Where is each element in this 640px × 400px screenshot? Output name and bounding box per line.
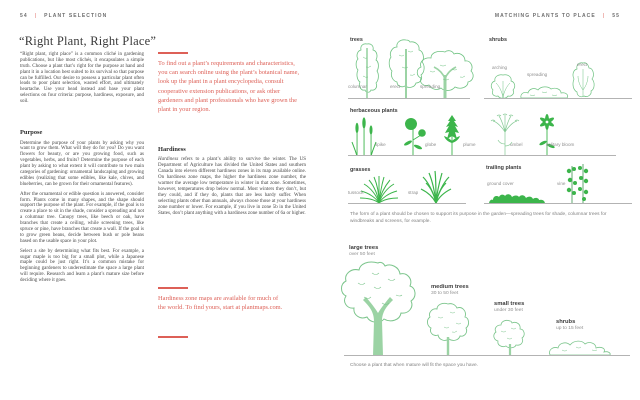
purpose-paragraph-2: After the ornamental or edible question is answered, consider form. Plants come in many shapes, and the shape should support the purpose of the plant. For example, if the goal is to create a place to sit in the shade, consider a spreading and not a columnar tree. Canopy trees, like beech or oak, have branches that create a ceiling, while screening trees, like spruce or pine, have branches that create a wall. If the goal is to grow green beans, decide between bush or pole beans based on the usable space in your plot.: [20, 191, 144, 244]
callout-rule-bottom: [158, 336, 188, 338]
large-trees-title: large trees: [349, 245, 379, 251]
purpose-paragraph-1: Determine the purpose of your plants by asking why you want to grow them. What will they do for you? Do you want flowers for beauty, or are you growing food, such as vegetables, herbs, and fruits? Determine the purpose of each plant by asking to what extent it will contribute to two main categories of gardening: ornamental landscaping and growing edibles (realizing that some edibles, like kale, chives, and blueberries, can be grown for their ornamental features).: [20, 140, 144, 187]
medium-trees-range: 30 to 50 feet: [431, 291, 459, 296]
spreading-shrub-illustration: [518, 84, 570, 104]
strap-label: strap: [408, 190, 419, 195]
folio-divider: |: [34, 13, 38, 19]
shrubs-ground-line: [484, 98, 632, 99]
shrubs-size-labels: [556, 319, 583, 331]
trees-ground-line: [348, 98, 470, 99]
shrub-spreading-label: spreading: [527, 72, 548, 77]
umbel-label: umbel: [510, 142, 523, 147]
herbaceous-group-title: herbaceous plants: [350, 108, 398, 114]
folio-left: [20, 13, 107, 19]
shrubs-size-range: up to 15 feet: [556, 326, 584, 331]
medium-trees-title: medium trees: [431, 284, 469, 290]
grasses-group-title: grasses: [350, 167, 371, 173]
forms-caption: The form of a plant should be chosen to support its purpose in the garden—spreading trees for shade, columnar trees for windbreaks and screens, for example.: [350, 212, 607, 224]
ground-cover-illustration: [487, 191, 547, 209]
medium-trees-labels: [431, 284, 469, 296]
callout-rule-top: [158, 52, 188, 54]
columnar-tree-illustration: [354, 41, 380, 104]
spike-label: spike: [375, 142, 386, 147]
page-number-right: 55: [612, 13, 620, 19]
purpose-paragraph-3: Select a site by determining what fits best. For example, a sugar maple is too big for a small plot, while a Japanese maple could be just right. It’s a common mistake for beginning gardeners to underestimate the space a large plant will require. Research and learn a plant’s mature size before deciding where it goes.: [20, 248, 144, 284]
shrub-erect-label: erect: [577, 62, 588, 67]
shrubs-size-title: shrubs: [556, 319, 576, 325]
callout-bottom: Hardiness zone maps are available for much of the world. To find yours, start at plantmaps.com.: [158, 295, 283, 312]
umbel-plant-illustration: [488, 112, 522, 161]
section-header-left: PLANT SELECTION: [44, 13, 108, 19]
ground-cover-label: ground cover: [487, 181, 514, 186]
left-column: [20, 52, 144, 288]
sizes-ground-line: [344, 355, 630, 356]
plume-label: plume: [463, 142, 476, 147]
purpose-heading: Purpose: [20, 129, 43, 137]
shrub-size-illustration: [546, 338, 614, 361]
trailing-group-title: trailing plants: [486, 165, 522, 171]
spreading-tree-illustration: [416, 49, 474, 104]
shrubs-group-title: shrubs: [489, 37, 507, 43]
sizes-caption: Choose a plant that when mature will fit the space you have.: [350, 363, 478, 368]
large-trees-labels: [349, 245, 378, 257]
small-trees-range: under 30 feet: [494, 308, 523, 313]
herbaceous-ground-line: [348, 155, 616, 156]
hardiness-lead-italic: Hardiness: [158, 157, 179, 162]
large-tree-illustration: [340, 259, 416, 361]
small-trees-title: small trees: [494, 301, 525, 307]
globe-label: globe: [425, 142, 437, 147]
folio-divider-right: |: [602, 13, 606, 19]
page-number-left: 54: [20, 13, 28, 19]
folio-right: [495, 13, 620, 19]
hardiness-paragraph: [158, 157, 306, 217]
hardiness-body-text: refers to a plant’s ability to survive the winter. The US Department of Agriculture has divided the United States and southern Canada into eleven different hardiness zones in its map available online. On hardiness zone maps, the higher the hardiness zone number, the warmer the average low temperature in winter in that zone. Sometimes, however, temperatures drop below normal. Most winters they don’t, but they could, and if they do, plants that are less hardy suffer. When selecting plants other than annuals, always choose those at your hardiness zone number or lower. For example, if you live in zone 5b in the United States, don’t plant anything with a hardiness zone number of 6a or higher.: [158, 157, 306, 216]
callout-top: To find out a plant’s requirements and characteristics, you can search online using the plant’s botanical name, look up the plant in a plant encyclopedia, consult cooperative extension publications, or ask other gardeners and plant professionals who have grown the plant in your region.: [158, 60, 300, 114]
article-title: “Right Plant, Right Place”: [19, 34, 157, 48]
small-trees-labels: [494, 301, 524, 313]
large-trees-range: over 50 feet: [349, 252, 375, 257]
solitary-bloom-illustration: [534, 112, 560, 161]
section-header-right: MATCHING PLANTS TO PLACE: [494, 13, 596, 19]
arching-shrub-illustration: [489, 71, 517, 104]
medium-tree-illustration: [426, 301, 470, 361]
erect-label: erect: [390, 84, 401, 89]
intro-paragraph: “Right plant, right place” is a common cliché in gardening publications, but like most clichés, it encapsulates a simple truth. Choose a plant that’s right for the purpose at hand and plant it in a location best suited to its survival so that purpose can be fulfilled. Our desire to possess a particular plant often leads to poor plant selection, wasted effort, and ultimately heartache. Use your head instead and base your plant selections on four criteria: purpose, hardiness, exposure, and soil.: [20, 52, 144, 105]
spreading-label: spreading: [420, 84, 441, 89]
hardiness-heading: Hardiness: [158, 146, 186, 153]
trailing-ground-line: [484, 203, 632, 204]
solitary-bloom-label: solitary bloom: [546, 142, 575, 147]
tussock-label: tussock: [348, 190, 364, 195]
trees-group-title: trees: [350, 37, 363, 43]
callout-rule-mid: [158, 287, 188, 289]
columnar-label: columnar: [348, 84, 367, 89]
plume-plant-illustration: [438, 114, 466, 161]
arching-label: arching: [492, 65, 508, 70]
grasses-ground-line: [348, 203, 466, 204]
vine-label: vine: [557, 181, 566, 186]
